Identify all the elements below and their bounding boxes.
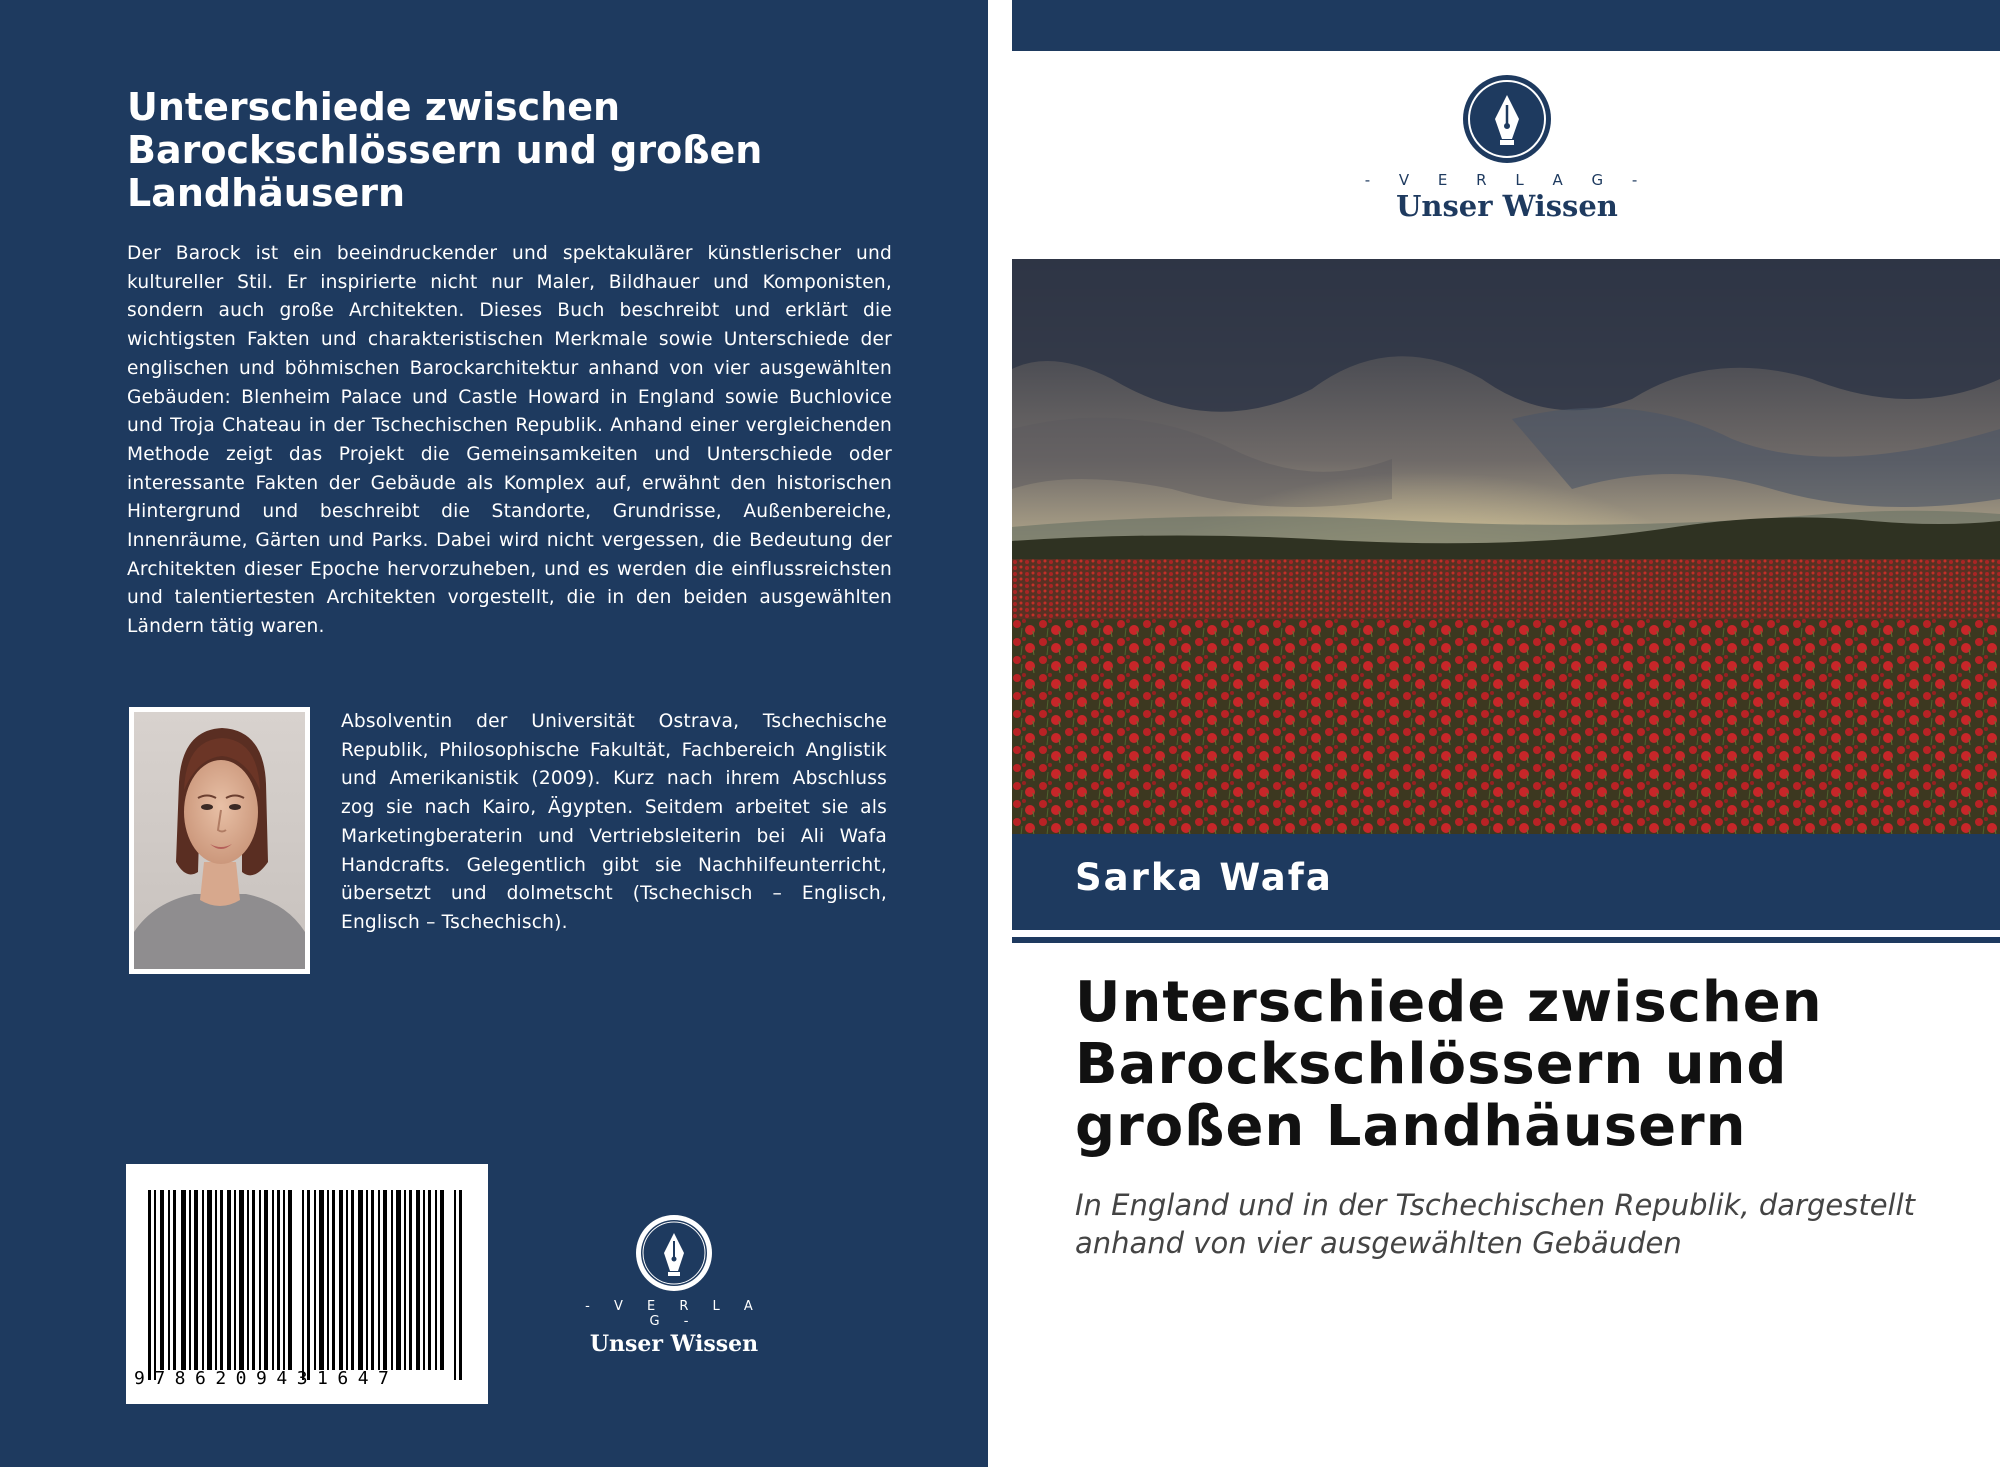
back-publisher-logo [584,1213,764,1357]
front-cover-title: Unterschiede zwischen Barockschlössern und großen Landhäusern [1075,970,1823,1159]
divider-rule [1012,937,2000,943]
barcode [126,1164,488,1404]
back-cover-title: Unterschiede zwischen Barockschlössern und großen Landhäusern [127,85,763,215]
front-cover [1012,0,2000,1467]
author-band [1012,834,2000,930]
top-band [1012,0,2000,51]
back-cover-blurb: Der Barock ist ein beeindruckender und spektakulärer künstlerischer und kultureller Stil. Er inspirierte nicht nur Maler, Bildhauer und Komponisten, sondern auch große Architekten. Dieses Buch beschreibt und erklärt die wichtigsten Fakten und charakteristischen Merkmale sowie Unterschiede der englischen und böhmischen Barockarchitektur anhand von vier ausgewählten Gebäuden: Blenheim Palace und Castle Howard in England sowie Buchlovice und Troja Chateau in der Tschechischen Republik. Anhand einer vergleichenden Methode zeigt das Projekt die Gemeinsamkeiten und Unterschiede oder interessante Fakten der Gebäude als Komplex auf, erwähnt den historischen Hintergrund und beschreibt die Standorte, Grundrisse, Außenbereiche, Innenräume, Gärten und Parks. Dabei wird nicht vergessen, die Bedeutung der Architekten dieser Epoche hervorzuheben, und es werden die einflussreichsten und talentiertesten Architekten vorgestellt, die in den beiden ausgewählten Ländern tätig waren. [127,243,892,638]
fountain-pen-nib-icon [634,1213,714,1293]
author-portrait-image [134,712,305,969]
fountain-pen-nib-icon [1461,73,1553,165]
front-logo-verlag: - V E R L A G - [1364,171,1650,189]
front-cover-subtitle: In England und in der Tschechischen Republik, dargestellt anhand von vier ausgewählten Gebäuden [1075,1188,1916,1260]
back-cover [0,0,988,1467]
author-bio: Absolventin der Universität Ostrava, Tschechische Republik, Philosophische Fakultät, Fachbereich Anglistik und Amerikanistik (2009). Kurz nach ihrem Abschluss zog sie nach Kairo, Ägypten. Seitdem arbeitet sie als Marketingberaterin und Vertriebsleiterin bei Ali Wafa Handcrafts. Gelegentlich gibt sie Nachhilfeunterricht, übersetzt und dolmetscht (Tschechisch – Englisch, Englisch – Tschechisch). [341,711,887,933]
author-name: Sarka Wafa [1075,856,1333,899]
author-photo [129,707,310,974]
isbn-number: 9786209431647 [134,1368,399,1389]
poppy-field-sunset-image [1012,259,2000,834]
front-publisher-logo [1362,73,1652,223]
back-logo-verlag: - V E R L A G - [585,1299,763,1329]
front-logo-name: Unser Wissen [1396,189,1618,223]
back-logo-name: Unser Wissen [589,1331,759,1357]
cover-photo [1012,259,2000,834]
